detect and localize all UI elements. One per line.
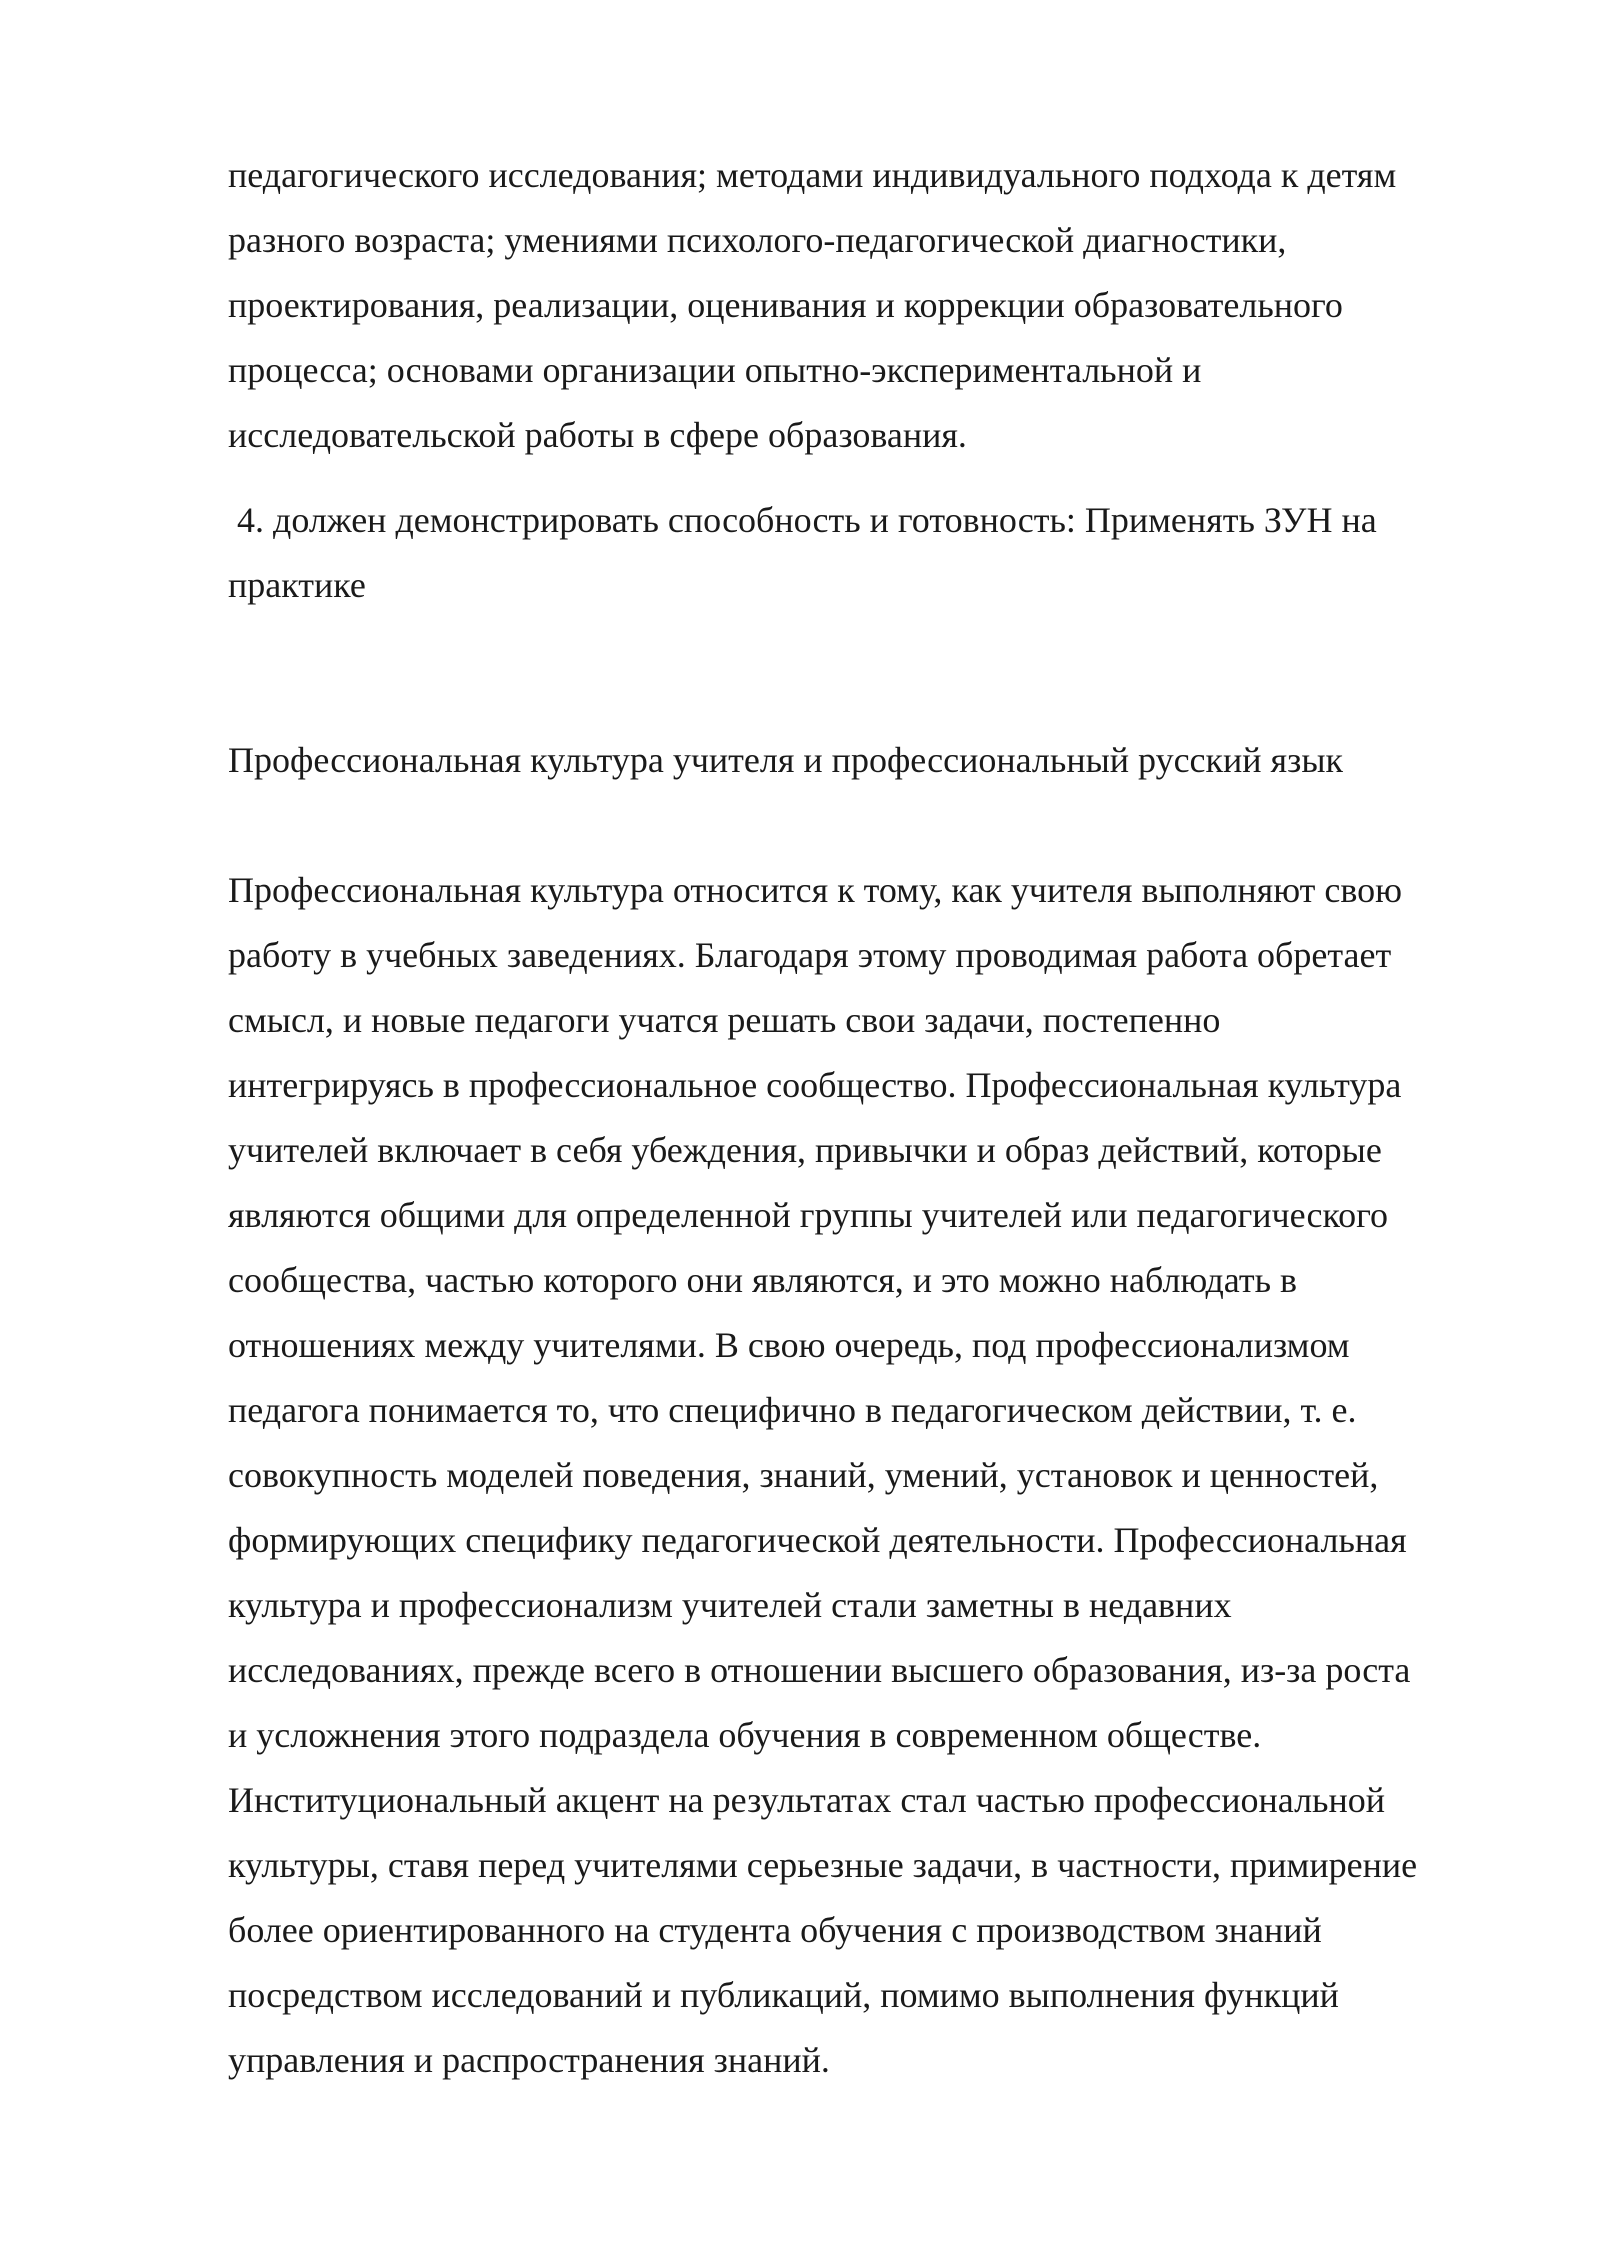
section-heading: Профессиональная культура учителя и профессиональный русский язык <box>228 740 1343 780</box>
paragraph-line: педагога понимается то, что специфично в педагогическом действии, т. е. <box>228 1390 1357 1430</box>
paragraph-line: исследовательской работы в сфере образования. <box>228 415 967 455</box>
paragraph-line: педагогического исследования; методами индивидуального подхода к детям <box>228 155 1397 195</box>
list-item-line: 4. должен демонстрировать способность и готовность: Применять ЗУН на <box>228 500 1377 540</box>
paragraph-line: отношениях между учителями. В свою очередь, под профессионализмом <box>228 1325 1350 1365</box>
list-item-line: практике <box>228 565 366 605</box>
paragraph-line: учителей включает в себя убеждения, привычки и образ действий, которые <box>228 1130 1382 1170</box>
paragraph-line: управления и распространения знаний. <box>228 2040 830 2080</box>
paragraph-line: являются общими для определенной группы учителей или педагогического <box>228 1195 1388 1235</box>
paragraph-line: Профессиональная культура относится к тому, как учителя выполняют свою <box>228 870 1402 910</box>
paragraph-line: смысл, и новые педагоги учатся решать свои задачи, постепенно <box>228 1000 1221 1040</box>
paragraph-line: совокупность моделей поведения, знаний, умений, установок и ценностей, <box>228 1455 1379 1495</box>
paragraph-line: формирующих специфику педагогической деятельности. Профессиональная <box>228 1520 1407 1560</box>
paragraph-line: сообщества, частью которого они являются, и это можно наблюдать в <box>228 1260 1297 1300</box>
paragraph-line: культура и профессионализм учителей стали заметны в недавних <box>228 1585 1232 1625</box>
paragraph-line: исследованиях, прежде всего в отношении высшего образования, из-за роста <box>228 1650 1411 1690</box>
paragraph-line: процесса; основами организации опытно-экспериментальной и <box>228 350 1202 390</box>
paragraph-line: и усложнения этого подраздела обучения в современном обществе. <box>228 1715 1262 1755</box>
paragraph-line: интегрируясь в профессиональное сообщество. Профессиональная культура <box>228 1065 1402 1105</box>
paragraph-line: разного возраста; умениями психолого-педагогической диагностики, <box>228 220 1287 260</box>
paragraph-line: Институциональный акцент на результатах стал частью профессиональной <box>228 1780 1386 1820</box>
paragraph-line: проектирования, реализации, оценивания и коррекции образовательного <box>228 285 1343 325</box>
paragraph-line: более ориентированного на студента обучения с производством знаний <box>228 1910 1322 1950</box>
paragraph-line: культуры, ставя перед учителями серьезные задачи, в частности, примирение <box>228 1845 1418 1885</box>
paragraph-line: работу в учебных заведениях. Благодаря этому проводимая работа обретает <box>228 935 1392 975</box>
paragraph-line: посредством исследований и публикаций, помимо выполнения функций <box>228 1975 1339 2015</box>
